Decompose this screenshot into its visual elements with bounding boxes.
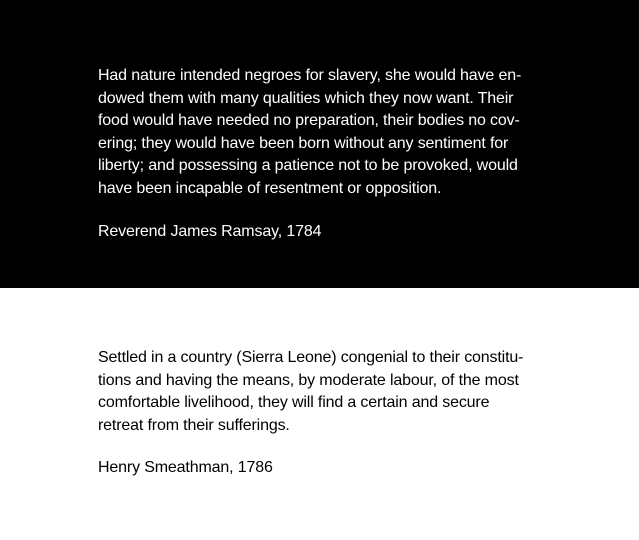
smeathman-attribution: Henry Smeathman, 1786 <box>98 459 273 477</box>
smeathman-quote-block <box>98 347 568 479</box>
ramsay-attribution: Reverend James Ramsay, 1784 <box>98 222 322 240</box>
ramsay-quote-line: Had nature intended negroes for slavery, she would have en- <box>98 67 522 84</box>
smeathman-quote-line: retreat from their sufferings. <box>98 416 290 434</box>
ramsay-quote-line: dowed them with many qualities which they now want. Their <box>98 89 514 107</box>
ramsay-quote-line: have been incapable of resentment or opposition. <box>98 179 442 197</box>
smeathman-quote-line: Settled in a country (Sierra Leone) congenial to their constitu- <box>98 349 524 366</box>
ramsay-quote-line: food would have needed no preparation, their bodies no cov- <box>98 112 520 130</box>
ramsay-quote-line: ering; they would have been born without any sentiment for <box>98 134 509 152</box>
smeathman-quote-line: comfortable livelihood, they will find a certain and secure <box>98 394 490 412</box>
smeathman-quote-panel <box>0 288 639 540</box>
ramsay-quote-line: liberty; and possessing a patience not to be provoked, would <box>98 157 518 175</box>
ramsay-quote-block <box>98 65 568 243</box>
smeathman-quote-line: tions and having the means, by moderate labour, of the most <box>98 371 519 389</box>
